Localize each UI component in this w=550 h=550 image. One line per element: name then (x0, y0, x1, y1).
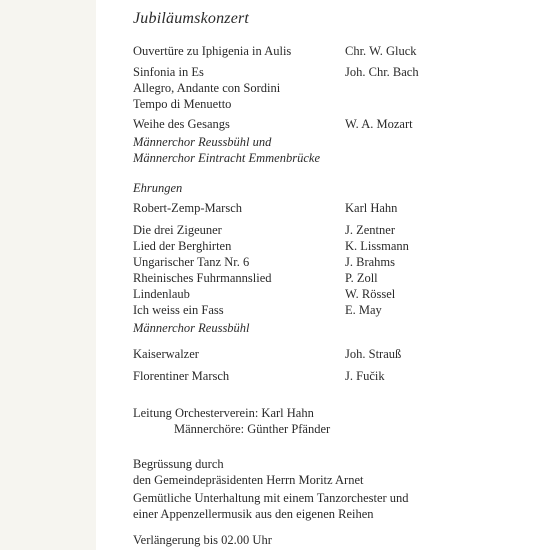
composer-name: W. Rössel (345, 287, 396, 301)
closing-line: Verlängerung bis 02.00 Uhr (133, 533, 272, 547)
composer-name: Joh. Strauß (345, 347, 402, 361)
closing-line: Gemütliche Unterhaltung mit einem Tanzorchester und (133, 491, 409, 505)
performer-line: Männerchor Reussbühl (133, 321, 250, 335)
conductor-line: Männerchöre: Günther Pfänder (174, 422, 331, 436)
composer-name: P. Zoll (345, 271, 378, 285)
closing-line: Begrüssung durch (133, 457, 224, 471)
composer-name: J. Fučik (345, 369, 385, 383)
piece-movement: Tempo di Menuetto (133, 97, 232, 111)
piece-title: Die drei Zigeuner (133, 223, 222, 237)
composer-name: W. A. Mozart (345, 117, 413, 131)
piece-title: Ouvertüre zu Iphigenia in Aulis (133, 44, 292, 58)
piece-movement: Allegro, Andante con Sordini (133, 81, 281, 95)
composer-name: J. Zentner (345, 223, 395, 237)
composer-name: E. May (345, 303, 382, 317)
piece-title: Florentiner Marsch (133, 369, 230, 383)
piece-title: Rheinisches Fuhrmannslied (133, 271, 272, 285)
composer-name: J. Brahms (345, 255, 395, 269)
program-sheet (96, 0, 550, 550)
section-heading: Ehrungen (133, 181, 183, 195)
piece-title: Sinfonia in Es (133, 65, 204, 79)
piece-title: Ungarischer Tanz Nr. 6 (133, 255, 250, 269)
conductor-line: Leitung Orchesterverein: Karl Hahn (133, 406, 314, 420)
composer-name: Karl Hahn (345, 201, 398, 215)
performer-line: Männerchor Eintracht Emmenbrücke (133, 151, 320, 165)
concert-title: Jubiläumskonzert (133, 10, 250, 27)
performer-line: Männerchor Reussbühl und (133, 135, 272, 149)
composer-name: Joh. Chr. Bach (345, 65, 419, 79)
piece-title: Lindenlaub (133, 287, 190, 301)
piece-title: Lied der Berghirten (133, 239, 232, 253)
piece-title: Robert-Zemp-Marsch (133, 201, 242, 215)
piece-title: Weihe des Gesangs (133, 117, 230, 131)
composer-name: K. Lissmann (345, 239, 409, 253)
composer-name: Chr. W. Gluck (345, 44, 417, 58)
piece-title: Ich weiss ein Fass (133, 303, 224, 317)
closing-line: einer Appenzellermusik aus den eigenen Reihen (133, 507, 374, 521)
closing-line: den Gemeindepräsidenten Herrn Moritz Arnet (133, 473, 364, 487)
piece-title: Kaiserwalzer (133, 347, 199, 361)
